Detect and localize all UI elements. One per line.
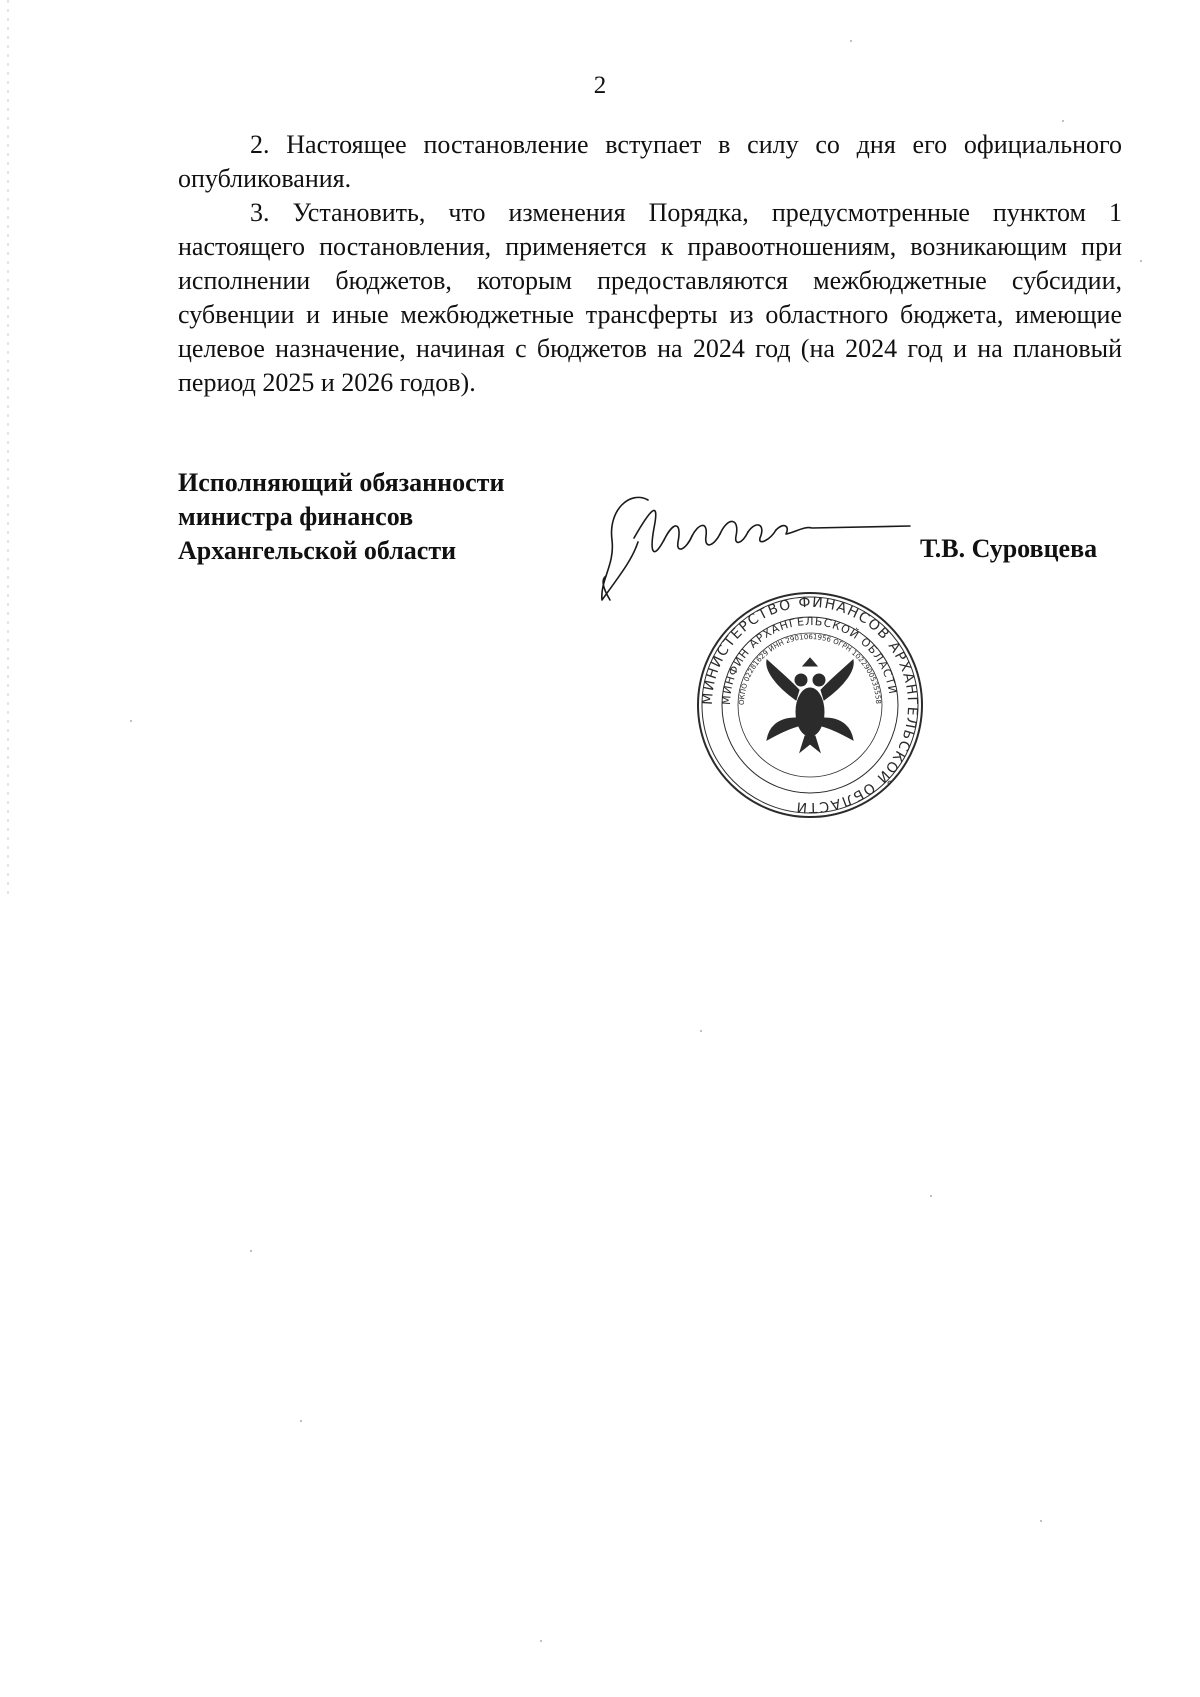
scan-speck	[930, 1195, 932, 1197]
paragraph-2: 2. Настоящее постановление вступает в силу со дня его официального опубликования.	[178, 130, 1122, 193]
scan-speck	[130, 720, 132, 722]
scan-speck	[540, 1640, 542, 1642]
signatory-name: Т.В. Суровцева	[920, 534, 1098, 563]
signatory-position-line: Архангельской области	[178, 536, 457, 565]
signatory-position-line: министра финансов	[178, 502, 414, 531]
official-seal-graphic	[695, 590, 925, 820]
seal-codes-text: ОКПО 02281629 ИНН 2901061956 ОГРН 1022900535558	[737, 632, 883, 706]
scan-speck	[1062, 120, 1064, 122]
seal-outer-text: МИНИСТЕРСТВО ФИНАНСОВ АРХАНГЕЛЬСКОЙ ОБЛАСТИ	[699, 594, 921, 816]
page-number: 2	[593, 72, 607, 99]
paragraph-3: 3. Установить, что изменения Порядка, предусмотренные пунктом 1 настоящего постановления, применяется к правоотношениям, возникающим при исполнении бюджетов, которым предоставляются межбюджетные субсидии, субвенции и иные межбюджетные трансферты из областного бюджета, имеющие целевое назначение, начиная с бюджетов на 2024 год (на 2024 год и на плановый период 2025 и 2026 годов).	[178, 198, 1122, 397]
scan-speck	[1140, 260, 1142, 262]
scan-speck	[300, 1420, 302, 1422]
scan-speck	[700, 1030, 702, 1032]
document-body	[178, 128, 1122, 400]
scan-edge-artifact	[7, 0, 9, 900]
seal-inner-text: МИНФИН АРХАНГЕЛЬСКОЙ ОБЛАСТИ	[719, 614, 900, 706]
signatory-position	[178, 466, 504, 568]
scan-speck	[250, 1250, 252, 1252]
scan-speck	[1040, 1520, 1042, 1522]
official-seal	[695, 590, 925, 820]
coat-of-arms-icon	[767, 658, 854, 752]
scan-speck	[850, 40, 852, 42]
signatory-position-line: Исполняющий обязанности	[178, 468, 505, 497]
